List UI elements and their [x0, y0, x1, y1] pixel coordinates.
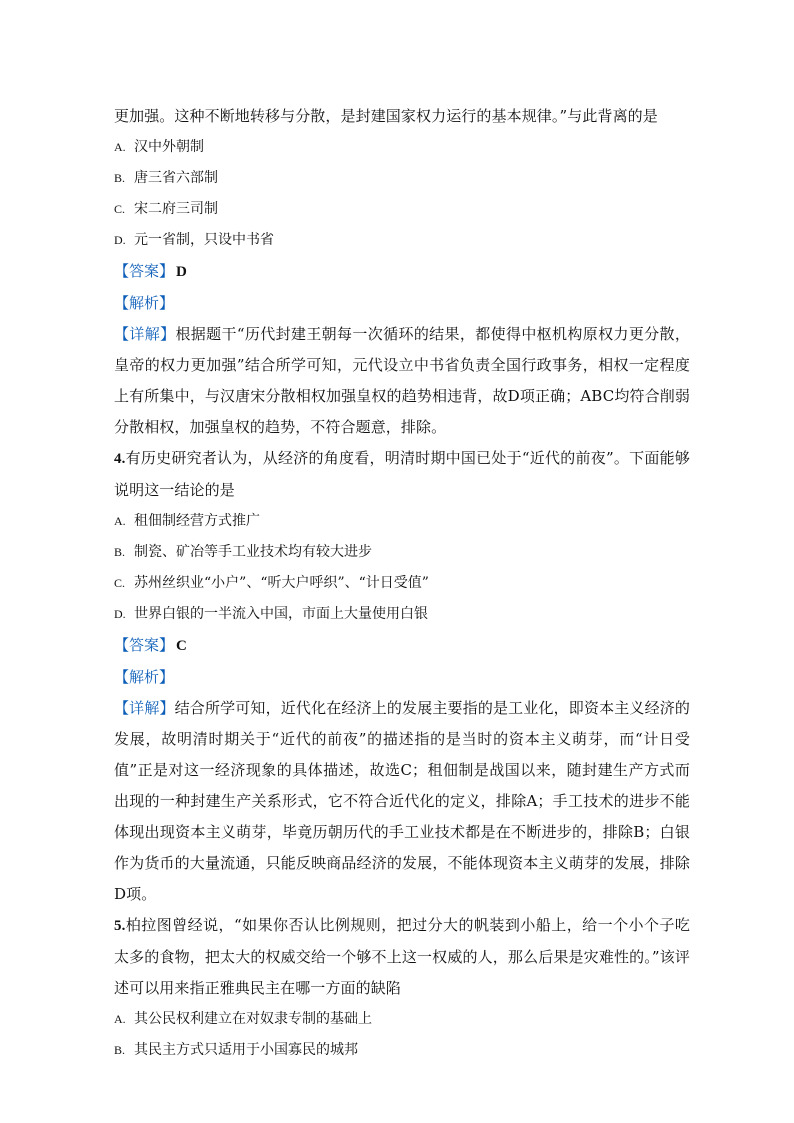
option-letter: C.	[114, 576, 126, 590]
q4-option-b	[114, 537, 690, 568]
q3-analysis	[114, 288, 690, 319]
option-letter: B.	[114, 1043, 126, 1057]
option-text: 宋二府三司制	[134, 201, 218, 217]
analysis-label: 【解析】	[114, 294, 175, 312]
q3-stem-tail: 更加强。这种不断地转移与分散，是封建国家权力运行的基本规律。”与此背离的是	[114, 107, 658, 125]
option-letter: D.	[114, 233, 126, 247]
analysis-label: 【解析】	[114, 668, 175, 686]
answer-value: D	[176, 264, 187, 280]
q4-stem	[114, 443, 690, 506]
answer-label: 【答案】	[114, 262, 175, 280]
option-text: 世界白银的一半流入中国，市面上大量使用白银	[134, 606, 428, 622]
q3-detail	[114, 319, 690, 443]
document-content	[114, 101, 690, 1066]
detail-label: 【详解】	[114, 699, 175, 717]
option-letter: D.	[114, 607, 126, 621]
question-number: 5.	[114, 918, 126, 934]
q4-detail	[114, 693, 690, 910]
q4-analysis	[114, 662, 690, 693]
q5-option-a	[114, 1004, 690, 1035]
option-text: 元一省制，只设中书省	[134, 232, 274, 248]
option-letter: C.	[114, 202, 126, 216]
q3-option-b	[114, 163, 690, 194]
q3-option-c	[114, 194, 690, 225]
option-text: 苏州丝织业“小户”、“听大户呼织”、“计日受值”	[134, 575, 429, 591]
option-letter: B.	[114, 171, 126, 185]
q3-options	[114, 132, 690, 256]
option-letter: A.	[114, 140, 126, 154]
q3-option-a	[114, 132, 690, 163]
option-letter: A.	[114, 1012, 126, 1026]
question-text: 有历史研究者认为，从经济的角度看，明清时期中国已处于“近代的前夜”。下面能够说明这一结论的是	[114, 449, 690, 499]
q4-options	[114, 506, 690, 630]
option-text: 唐三省六部制	[134, 170, 218, 186]
answer-value: C	[176, 638, 187, 654]
option-text: 租佃制经营方式推广	[134, 513, 260, 529]
option-text: 其民主方式只适用于小国寡民的城邦	[134, 1042, 358, 1058]
detail-text: 根据题干“历代封建王朝每一次循环的结果，都使得中枢机构原权力更分散，皇帝的权力更加强”结合所学可知，元代设立中书省负责全国行政事务，相权一定程度上有所集中，与汉唐宋分散相权加强皇权的趋势相违背，故D项正确；ABC均符合削弱分散相权，加强皇权的趋势，不符合题意，排除。	[114, 325, 690, 436]
option-text: 其公民权利建立在对奴隶专制的基础上	[134, 1011, 372, 1027]
q4-answer	[114, 630, 690, 662]
question-text: 柏拉图曾经说，“如果你否认比例规则，把过分大的帆装到小船上，给一个小个子吃太多的食物，把太大的权威交给一个够不上这一权威的人，那么后果是灾难性的。”该评述可以用来指正雅典民主在哪一方面的缺陷	[114, 916, 690, 997]
question-number: 4.	[114, 451, 126, 467]
q5-options	[114, 1004, 690, 1066]
q3-option-d	[114, 225, 690, 256]
answer-label: 【答案】	[114, 636, 175, 654]
q5-option-b	[114, 1035, 690, 1066]
option-letter: A.	[114, 514, 126, 528]
option-text: 制瓷、矿冶等手工业技术均有较大进步	[134, 544, 372, 560]
q4-option-d	[114, 599, 690, 630]
detail-label: 【详解】	[114, 325, 176, 343]
option-letter: B.	[114, 545, 126, 559]
detail-text: 结合所学可知，近代化在经济上的发展主要指的是工业化，即资本主义经济的发展，故明清时期关于“近代的前夜”的描述指的是当时的资本主义萌芽，而“计日受值”正是对这一经济现象的具体描述，故选C；租佃制是战国以来，随封建生产方式而出现的一种封建生产关系形式，它不符合近代化的定义，排除A；手工技术的进步不能体现出现资本主义萌芽，毕竟历朝历代的手工业技术都是在不断进步的，排除B；白银作为货币的大量流通，只能反映商品经济的发展，不能体现资本主义萌芽的发展，排除D项。	[114, 699, 690, 903]
q4-option-a	[114, 506, 690, 537]
q5-stem	[114, 910, 690, 1004]
q3-answer	[114, 256, 690, 288]
option-text: 汉中外朝制	[134, 139, 204, 155]
q4-option-c	[114, 568, 690, 599]
